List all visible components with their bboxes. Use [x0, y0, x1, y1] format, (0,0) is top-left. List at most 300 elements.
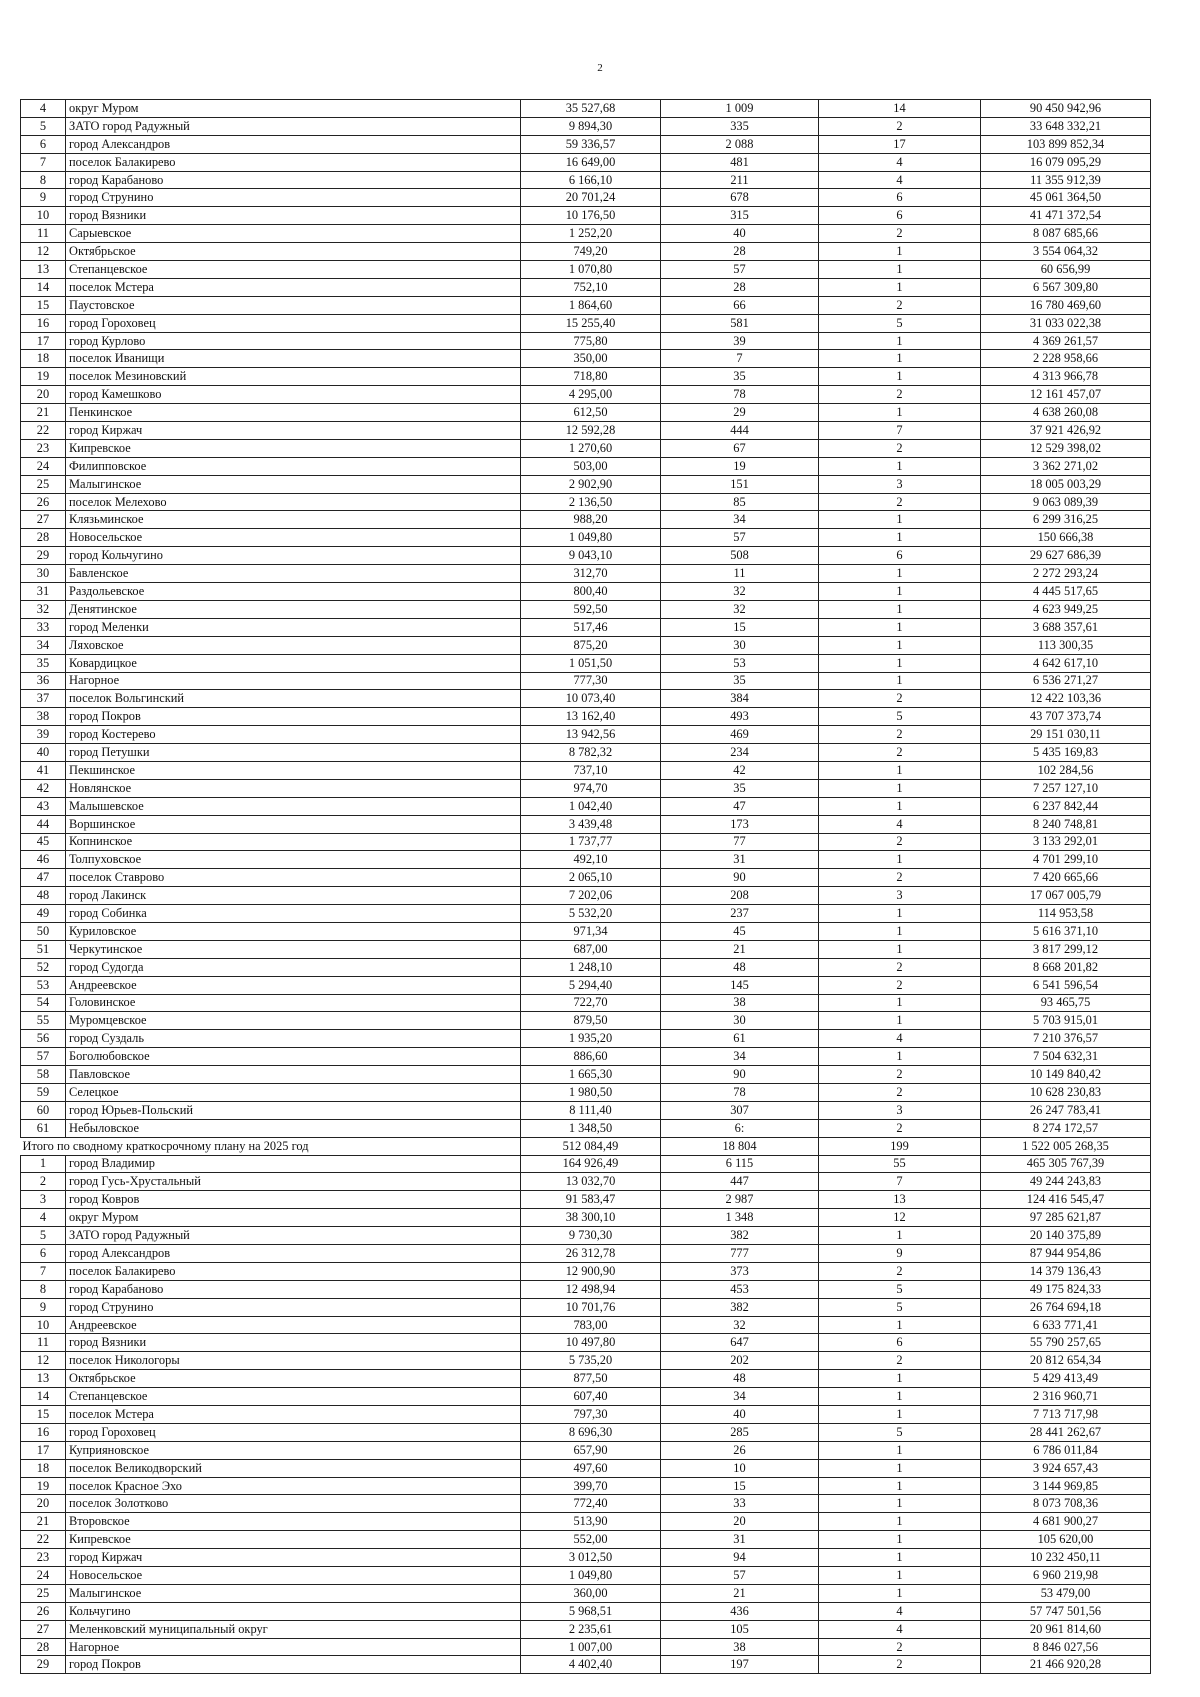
people-cell: 19 [661, 457, 819, 475]
municipality-name: ЗАТО город Радужный [66, 117, 521, 135]
homes-cell: 1 [819, 1459, 981, 1477]
table-row [21, 457, 1151, 475]
municipality-name: Меленковский муниципальный округ [66, 1620, 521, 1638]
table-row [21, 332, 1151, 350]
row-number: 49 [21, 905, 66, 923]
people-cell: 493 [661, 708, 819, 726]
row-number: 9 [21, 1298, 66, 1316]
area-cell: 5 532,20 [521, 905, 661, 923]
area-cell: 13 942,56 [521, 726, 661, 744]
area-cell: 5 735,20 [521, 1352, 661, 1370]
row-number: 9 [21, 189, 66, 207]
people-cell: 40 [661, 225, 819, 243]
area-cell: 875,20 [521, 636, 661, 654]
cost-cell: 29 151 030,11 [981, 726, 1151, 744]
row-number: 29 [21, 547, 66, 565]
row-number: 53 [21, 976, 66, 994]
row-number: 41 [21, 761, 66, 779]
area-cell: 879,50 [521, 1012, 661, 1030]
row-number: 15 [21, 1406, 66, 1424]
row-number: 13 [21, 261, 66, 279]
homes-cell: 6 [819, 547, 981, 565]
homes-cell: 1 [819, 1495, 981, 1513]
people-cell: 32 [661, 583, 819, 601]
area-cell: 9 894,30 [521, 117, 661, 135]
area-cell: 687,00 [521, 940, 661, 958]
total-label: Итого по сводному краткосрочному плану на 2025 год [21, 1137, 521, 1155]
people-cell: 6: [661, 1119, 819, 1137]
homes-cell: 2 [819, 1119, 981, 1137]
municipality-name: Филипповское [66, 457, 521, 475]
table-row [21, 618, 1151, 636]
cost-cell: 5 435 169,83 [981, 744, 1151, 762]
row-number: 55 [21, 1012, 66, 1030]
cost-cell: 7 210 376,57 [981, 1030, 1151, 1048]
table-row [21, 243, 1151, 261]
area-cell: 1 270,60 [521, 439, 661, 457]
homes-cell: 1 [819, 1012, 981, 1030]
homes-cell: 4 [819, 1602, 981, 1620]
cost-cell: 114 953,58 [981, 905, 1151, 923]
area-cell: 4 402,40 [521, 1656, 661, 1674]
municipality-name: город Юрьев-Польский [66, 1101, 521, 1119]
homes-cell: 2 [819, 296, 981, 314]
people-cell: 382 [661, 1227, 819, 1245]
row-number: 51 [21, 940, 66, 958]
homes-cell: 4 [819, 153, 981, 171]
homes-cell: 1 [819, 851, 981, 869]
homes-cell: 3 [819, 1101, 981, 1119]
homes-cell: 2 [819, 869, 981, 887]
area-cell: 988,20 [521, 511, 661, 529]
cost-cell: 103 899 852,34 [981, 135, 1151, 153]
row-number: 20 [21, 1495, 66, 1513]
cost-cell: 105 620,00 [981, 1531, 1151, 1549]
municipality-name: город Лакинск [66, 887, 521, 905]
homes-cell: 2 [819, 386, 981, 404]
area-cell: 13 162,40 [521, 708, 661, 726]
row-number: 3 [21, 1191, 66, 1209]
cost-cell: 3 554 064,32 [981, 243, 1151, 261]
homes-cell: 1 [819, 1316, 981, 1334]
area-cell: 15 255,40 [521, 314, 661, 332]
area-cell: 399,70 [521, 1477, 661, 1495]
people-cell: 85 [661, 493, 819, 511]
cost-cell: 16 780 469,60 [981, 296, 1151, 314]
area-cell: 6 166,10 [521, 171, 661, 189]
people-cell: 202 [661, 1352, 819, 1370]
area-cell: 877,50 [521, 1370, 661, 1388]
homes-cell: 2 [819, 744, 981, 762]
people-cell: 48 [661, 1370, 819, 1388]
municipality-name: Ляховское [66, 636, 521, 654]
cost-cell: 9 063 089,39 [981, 493, 1151, 511]
people-cell: 31 [661, 851, 819, 869]
municipality-name: Андреевское [66, 1316, 521, 1334]
homes-cell: 2 [819, 117, 981, 135]
homes-cell: 1 [819, 511, 981, 529]
table-row [21, 117, 1151, 135]
cost-cell: 55 790 257,65 [981, 1334, 1151, 1352]
cost-cell: 6 536 271,27 [981, 672, 1151, 690]
area-cell: 718,80 [521, 368, 661, 386]
municipality-name: Куприяновское [66, 1441, 521, 1459]
table-row [21, 690, 1151, 708]
table-row [21, 404, 1151, 422]
people-cell: 447 [661, 1173, 819, 1191]
area-cell: 1 049,80 [521, 1567, 661, 1585]
people-cell: 237 [661, 905, 819, 923]
homes-cell: 1 [819, 1584, 981, 1602]
area-cell: 5 968,51 [521, 1602, 661, 1620]
table-row [21, 994, 1151, 1012]
row-number: 6 [21, 135, 66, 153]
people-cell: 18 804 [661, 1137, 819, 1155]
homes-cell: 3 [819, 887, 981, 905]
page-number: 2 [597, 62, 603, 74]
people-cell: 31 [661, 1531, 819, 1549]
table-row [21, 1101, 1151, 1119]
table-row [21, 1513, 1151, 1531]
cost-cell: 102 284,56 [981, 761, 1151, 779]
homes-cell: 6 [819, 1334, 981, 1352]
cost-cell: 4 623 949,25 [981, 600, 1151, 618]
table-row [21, 976, 1151, 994]
municipality-name: Небыловское [66, 1119, 521, 1137]
area-cell: 2 065,10 [521, 869, 661, 887]
municipality-name: Денятинское [66, 600, 521, 618]
row-number: 22 [21, 422, 66, 440]
area-cell: 783,00 [521, 1316, 661, 1334]
table-row [21, 583, 1151, 601]
row-number: 44 [21, 815, 66, 833]
table-row [21, 744, 1151, 762]
row-number: 11 [21, 1334, 66, 1352]
homes-cell: 17 [819, 135, 981, 153]
row-number: 23 [21, 439, 66, 457]
homes-cell: 12 [819, 1209, 981, 1227]
table-body [21, 100, 1151, 1674]
homes-cell: 6 [819, 207, 981, 225]
people-cell: 94 [661, 1549, 819, 1567]
area-cell: 1 070,80 [521, 261, 661, 279]
row-number: 17 [21, 1441, 66, 1459]
municipality-name: поселок Ставрово [66, 869, 521, 887]
row-number: 12 [21, 1352, 66, 1370]
municipality-name: Ковардицкое [66, 654, 521, 672]
people-cell: 35 [661, 368, 819, 386]
area-cell: 1 051,50 [521, 654, 661, 672]
summary-table [20, 99, 1151, 1674]
row-number: 58 [21, 1066, 66, 1084]
area-cell: 12 498,94 [521, 1280, 661, 1298]
homes-cell: 2 [819, 726, 981, 744]
row-number: 2 [21, 1173, 66, 1191]
cost-cell: 1 522 005 268,35 [981, 1137, 1151, 1155]
area-cell: 5 294,40 [521, 976, 661, 994]
people-cell: 35 [661, 779, 819, 797]
table-row [21, 565, 1151, 583]
table-row [21, 636, 1151, 654]
area-cell: 1 935,20 [521, 1030, 661, 1048]
row-number: 21 [21, 1513, 66, 1531]
row-number: 19 [21, 368, 66, 386]
homes-cell: 5 [819, 708, 981, 726]
table-row [21, 1155, 1151, 1173]
row-number: 50 [21, 922, 66, 940]
area-cell: 1 007,00 [521, 1638, 661, 1656]
table-row [21, 100, 1151, 118]
table-row [21, 1567, 1151, 1585]
area-cell: 2 235,61 [521, 1620, 661, 1638]
area-cell: 513,90 [521, 1513, 661, 1531]
people-cell: 77 [661, 833, 819, 851]
area-cell: 3 012,50 [521, 1549, 661, 1567]
cost-cell: 20 961 814,60 [981, 1620, 1151, 1638]
municipality-name: город Гороховец [66, 314, 521, 332]
row-number: 27 [21, 511, 66, 529]
cost-cell: 28 441 262,67 [981, 1423, 1151, 1441]
area-cell: 13 032,70 [521, 1173, 661, 1191]
table-row [21, 1370, 1151, 1388]
municipality-name: город Гороховец [66, 1423, 521, 1441]
table-row [21, 350, 1151, 368]
table-row [21, 1030, 1151, 1048]
table-row [21, 1388, 1151, 1406]
cost-cell: 7 257 127,10 [981, 779, 1151, 797]
cost-cell: 11 355 912,39 [981, 171, 1151, 189]
table-row [21, 278, 1151, 296]
homes-cell: 1 [819, 1531, 981, 1549]
table-row [21, 1048, 1151, 1066]
homes-cell: 14 [819, 100, 981, 118]
cost-cell: 10 628 230,83 [981, 1083, 1151, 1101]
row-number: 7 [21, 1262, 66, 1280]
people-cell: 42 [661, 761, 819, 779]
row-number: 25 [21, 1584, 66, 1602]
cost-cell: 150 666,38 [981, 529, 1151, 547]
homes-cell: 13 [819, 1191, 981, 1209]
people-cell: 173 [661, 815, 819, 833]
row-number: 61 [21, 1119, 66, 1137]
row-number: 30 [21, 565, 66, 583]
table-row [21, 1620, 1151, 1638]
table-row [21, 529, 1151, 547]
table-row [21, 1602, 1151, 1620]
row-number: 4 [21, 100, 66, 118]
area-cell: 1 248,10 [521, 958, 661, 976]
homes-cell: 199 [819, 1137, 981, 1155]
table-row [21, 153, 1151, 171]
municipality-name: поселок Золотково [66, 1495, 521, 1513]
municipality-name: Раздольевское [66, 583, 521, 601]
municipality-name: город Карабаново [66, 171, 521, 189]
municipality-name: город Вязники [66, 207, 521, 225]
row-number: 11 [21, 225, 66, 243]
cost-cell: 26 247 783,41 [981, 1101, 1151, 1119]
people-cell: 647 [661, 1334, 819, 1352]
municipality-name: город Кольчугино [66, 547, 521, 565]
area-cell: 512 084,49 [521, 1137, 661, 1155]
area-cell: 10 497,80 [521, 1334, 661, 1352]
municipality-name: Октябрьское [66, 243, 521, 261]
municipality-name: Второвское [66, 1513, 521, 1531]
cost-cell: 14 379 136,43 [981, 1262, 1151, 1280]
cost-cell: 6 541 596,54 [981, 976, 1151, 994]
people-cell: 28 [661, 278, 819, 296]
homes-cell: 1 [819, 583, 981, 601]
people-cell: 35 [661, 672, 819, 690]
cost-cell: 4 638 260,08 [981, 404, 1151, 422]
area-cell: 497,60 [521, 1459, 661, 1477]
municipality-name: поселок Великодворский [66, 1459, 521, 1477]
people-cell: 10 [661, 1459, 819, 1477]
table-row [21, 135, 1151, 153]
table-row [21, 1459, 1151, 1477]
area-cell: 1 980,50 [521, 1083, 661, 1101]
area-cell: 4 295,00 [521, 386, 661, 404]
cost-cell: 2 272 293,24 [981, 565, 1151, 583]
cost-cell: 49 244 243,83 [981, 1173, 1151, 1191]
row-number: 32 [21, 600, 66, 618]
people-cell: 197 [661, 1656, 819, 1674]
homes-cell: 1 [819, 1370, 981, 1388]
municipality-name: Кипревское [66, 1531, 521, 1549]
homes-cell: 1 [819, 350, 981, 368]
homes-cell: 2 [819, 690, 981, 708]
municipality-name: город Владимир [66, 1155, 521, 1173]
cost-cell: 4 642 617,10 [981, 654, 1151, 672]
municipality-name: город Киржач [66, 422, 521, 440]
row-number: 26 [21, 1602, 66, 1620]
municipality-name: поселок Мстера [66, 278, 521, 296]
row-number: 46 [21, 851, 66, 869]
cost-cell: 26 764 694,18 [981, 1298, 1151, 1316]
municipality-name: город Петушки [66, 744, 521, 762]
municipality-name: Муромцевское [66, 1012, 521, 1030]
cost-cell: 8 668 201,82 [981, 958, 1151, 976]
area-cell: 164 926,49 [521, 1155, 661, 1173]
cost-cell: 4 369 261,57 [981, 332, 1151, 350]
cost-cell: 18 005 003,29 [981, 475, 1151, 493]
cost-cell: 6 786 011,84 [981, 1441, 1151, 1459]
people-cell: 2 987 [661, 1191, 819, 1209]
cost-cell: 465 305 767,39 [981, 1155, 1151, 1173]
people-cell: 234 [661, 744, 819, 762]
table-row [21, 171, 1151, 189]
row-number: 40 [21, 744, 66, 762]
area-cell: 8 111,40 [521, 1101, 661, 1119]
area-cell: 775,80 [521, 332, 661, 350]
area-cell: 91 583,47 [521, 1191, 661, 1209]
municipality-name: Октябрьское [66, 1370, 521, 1388]
people-cell: 21 [661, 1584, 819, 1602]
homes-cell: 1 [819, 565, 981, 583]
row-number: 1 [21, 1155, 66, 1173]
row-number: 14 [21, 278, 66, 296]
homes-cell: 5 [819, 314, 981, 332]
people-cell: 29 [661, 404, 819, 422]
homes-cell: 1 [819, 618, 981, 636]
people-cell: 335 [661, 117, 819, 135]
cost-cell: 8 240 748,81 [981, 815, 1151, 833]
cost-cell: 31 033 022,38 [981, 314, 1151, 332]
people-cell: 469 [661, 726, 819, 744]
area-cell: 657,90 [521, 1441, 661, 1459]
cost-cell: 4 681 900,27 [981, 1513, 1151, 1531]
people-cell: 32 [661, 1316, 819, 1334]
municipality-name: город Александров [66, 135, 521, 153]
people-cell: 444 [661, 422, 819, 440]
area-cell: 607,40 [521, 1388, 661, 1406]
people-cell: 34 [661, 511, 819, 529]
table-row [21, 1083, 1151, 1101]
municipality-name: город Александров [66, 1245, 521, 1263]
row-number: 16 [21, 1423, 66, 1441]
municipality-name: город Камешково [66, 386, 521, 404]
cost-cell: 3 362 271,02 [981, 457, 1151, 475]
municipality-name: Куриловское [66, 922, 521, 940]
table-row [21, 225, 1151, 243]
table-row [21, 1406, 1151, 1424]
homes-cell: 2 [819, 493, 981, 511]
homes-cell: 1 [819, 332, 981, 350]
row-number: 6 [21, 1245, 66, 1263]
homes-cell: 2 [819, 833, 981, 851]
area-cell: 517,46 [521, 618, 661, 636]
people-cell: 2 088 [661, 135, 819, 153]
cost-cell: 33 648 332,21 [981, 117, 1151, 135]
table-row [21, 493, 1151, 511]
people-cell: 47 [661, 797, 819, 815]
people-cell: 30 [661, 636, 819, 654]
cost-cell: 49 175 824,33 [981, 1280, 1151, 1298]
area-cell: 1 049,80 [521, 529, 661, 547]
table-row [21, 779, 1151, 797]
table-row [21, 1584, 1151, 1602]
cost-cell: 3 924 657,43 [981, 1459, 1151, 1477]
area-cell: 10 176,50 [521, 207, 661, 225]
cost-cell: 124 416 545,47 [981, 1191, 1151, 1209]
homes-cell: 4 [819, 1620, 981, 1638]
table-row [21, 887, 1151, 905]
homes-cell: 7 [819, 1173, 981, 1191]
people-cell: 145 [661, 976, 819, 994]
row-number: 52 [21, 958, 66, 976]
table-row [21, 1209, 1151, 1227]
row-number: 4 [21, 1209, 66, 1227]
people-cell: 481 [661, 153, 819, 171]
people-cell: 211 [661, 171, 819, 189]
municipality-name: округ Муром [66, 100, 521, 118]
area-cell: 20 701,24 [521, 189, 661, 207]
table-row [21, 261, 1151, 279]
people-cell: 21 [661, 940, 819, 958]
cost-cell: 8 087 685,66 [981, 225, 1151, 243]
homes-cell: 1 [819, 905, 981, 923]
row-number: 5 [21, 117, 66, 135]
people-cell: 90 [661, 1066, 819, 1084]
cost-cell: 5 703 915,01 [981, 1012, 1151, 1030]
table-row [21, 958, 1151, 976]
area-cell: 7 202,06 [521, 887, 661, 905]
people-cell: 57 [661, 529, 819, 547]
municipality-name: Нагорное [66, 1638, 521, 1656]
area-cell: 8 782,32 [521, 744, 661, 762]
people-cell: 777 [661, 1245, 819, 1263]
row-number: 26 [21, 493, 66, 511]
people-cell: 38 [661, 994, 819, 1012]
